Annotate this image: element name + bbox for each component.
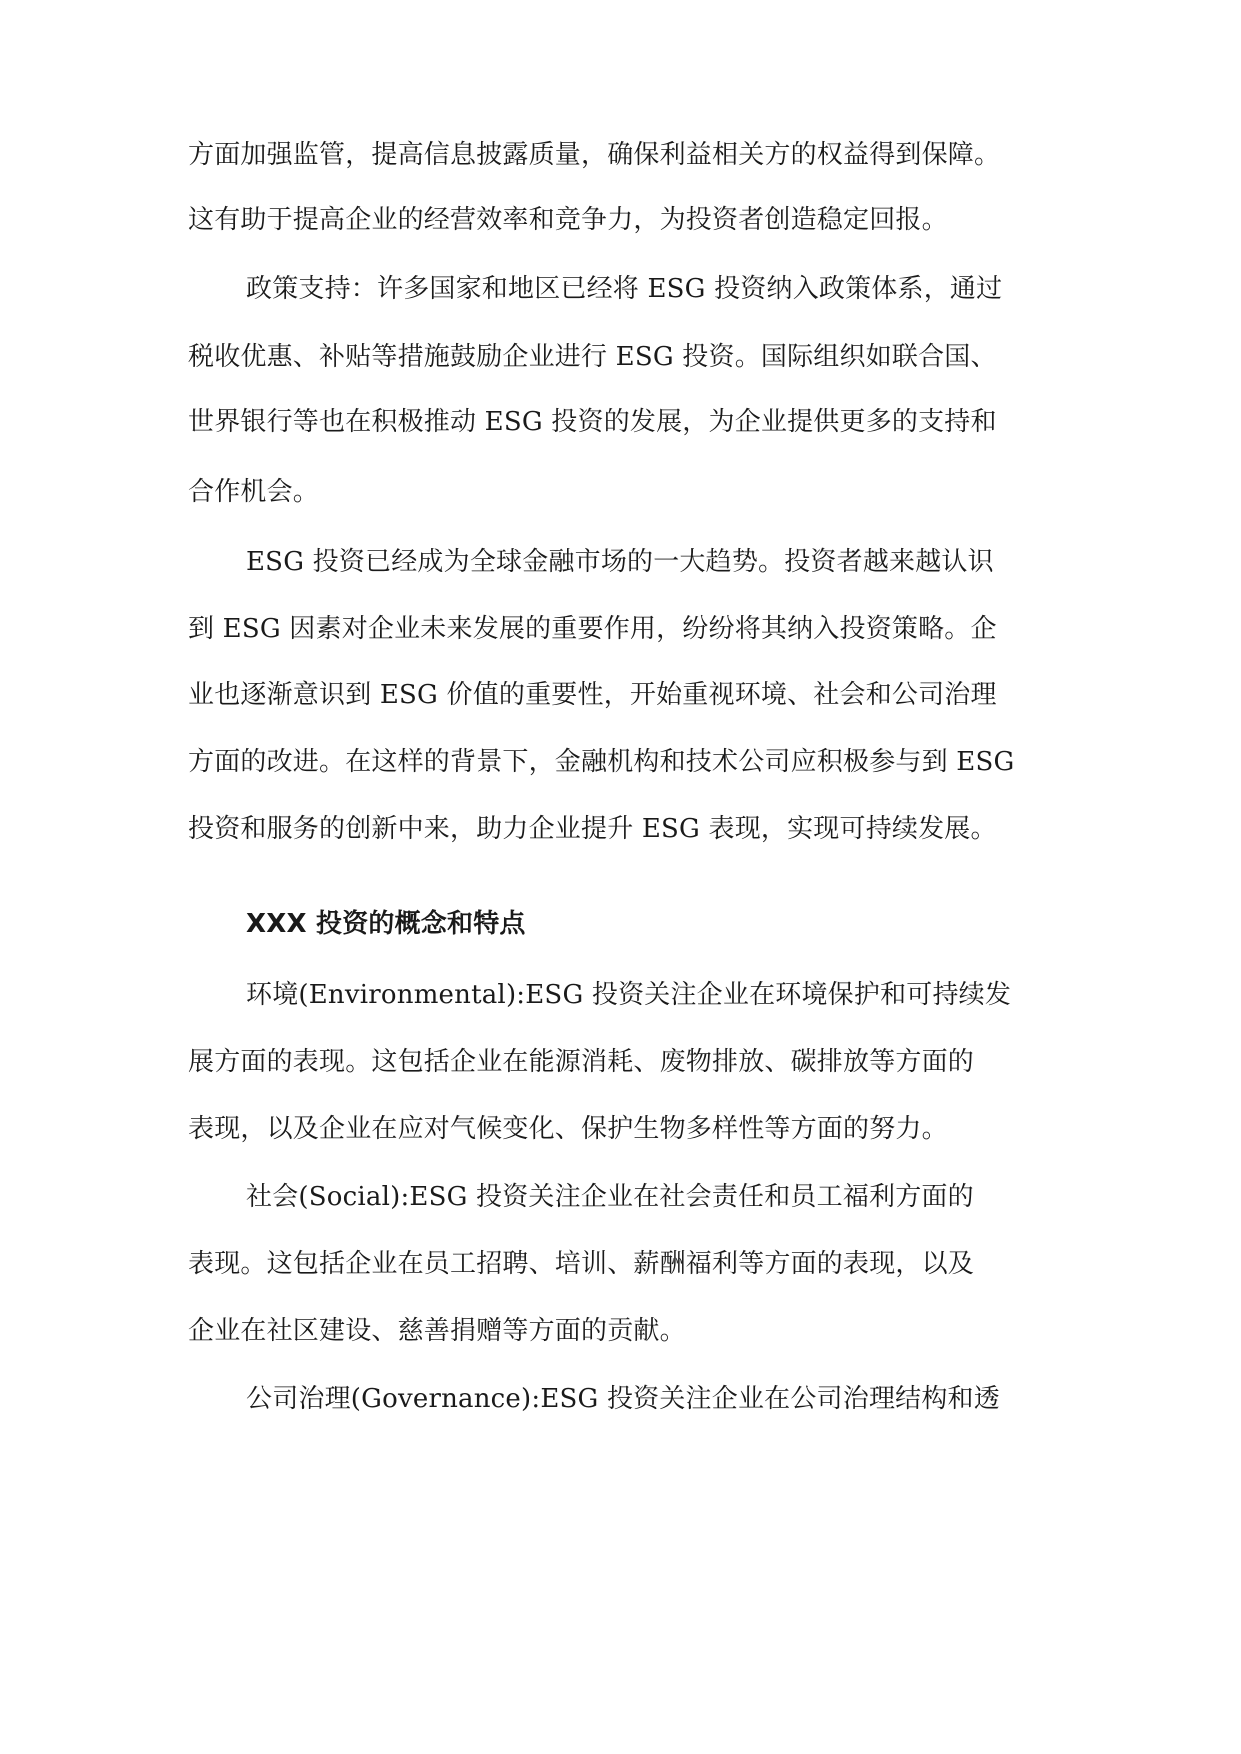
body-text-line: 业也逐渐意识到 ESG 价值的重要性，开始重视环境、社会和公司治理 (188, 680, 997, 710)
body-text-line: 企业在社区建设、慈善捐赠等方面的贡献。 (188, 1316, 686, 1346)
paragraph-governance: 公司治理(Governance):ESG 投资关注企业在公司治理结构和透 (246, 1384, 1000, 1414)
body-text-line: 展方面的表现。这包括企业在能源消耗、废物排放、碳排放等方面的 (188, 1047, 975, 1077)
body-text-line: 这有助于提高企业的经营效率和竞争力，为投资者创造稳定回报。 (188, 205, 948, 235)
section-heading: XXX 投资的概念和特点 (246, 909, 526, 939)
body-text-line: 世界银行等也在积极推动 ESG 投资的发展，为企业提供更多的支持和 (188, 407, 997, 437)
paragraph-social: 社会(Social):ESG 投资关注企业在社会责任和员工福利方面的 (246, 1182, 974, 1212)
body-text-line: 税收优惠、补贴等措施鼓励企业进行 ESG 投资。国际组织如联合国、 (188, 342, 997, 372)
body-text-line: 合作机会。 (188, 477, 320, 507)
body-text-line: 方面加强监管，提高信息披露质量，确保利益相关方的权益得到保障。 (188, 140, 1001, 170)
paragraph-environmental: 环境(Environmental):ESG 投资关注企业在环境保护和可持续发 (246, 980, 1012, 1010)
paragraph-policy-support: 政策支持：许多国家和地区已经将 ESG 投资纳入政策体系，通过 (246, 274, 1003, 304)
body-text-line: 投资和服务的创新中来，助力企业提升 ESG 表现，实现可持续发展。 (188, 814, 997, 844)
body-text-line: 到 ESG 因素对企业未来发展的重要作用，纷纷将其纳入投资策略。企 (188, 614, 997, 644)
body-text-line: 表现，以及企业在应对气候变化、保护生物多样性等方面的努力。 (188, 1114, 948, 1144)
paragraph-esg-trend: ESG 投资已经成为全球金融市场的一大趋势。投资者越来越认识 (246, 547, 994, 577)
body-text-line: 表现。这包括企业在员工招聘、培训、薪酬福利等方面的表现，以及 (188, 1249, 975, 1279)
body-text-line: 方面的改进。在这样的背景下，金融机构和技术公司应积极参与到 ESG (188, 747, 1015, 777)
